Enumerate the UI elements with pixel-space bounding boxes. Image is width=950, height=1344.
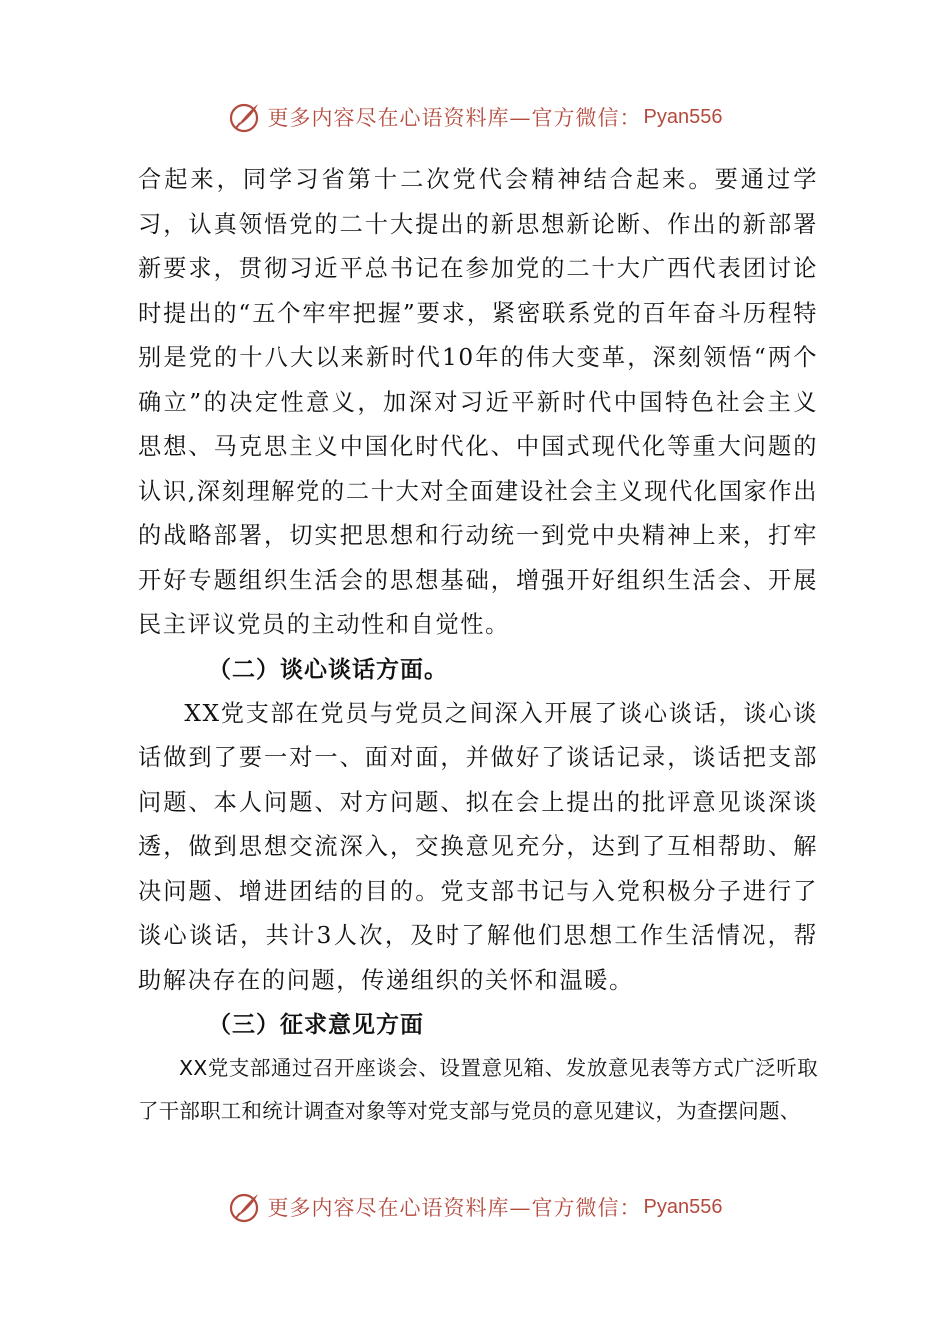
banner-wechat-id: Pyan556 xyxy=(643,1195,723,1218)
quill-logo-icon xyxy=(228,1190,262,1224)
banner-wechat-id: Pyan556 xyxy=(643,105,723,128)
section-heading-talks: （二）谈心谈话方面。 xyxy=(208,656,448,683)
section-heading-opinions: （三）征求意见方面 xyxy=(208,1012,424,1038)
document-body xyxy=(138,158,818,1133)
paragraph-study: 合起来，同学习省第十二次党代会精神结合起来。要通过学习，认真领悟党的二十大提出的新思想新论断、作出的新部署新要求，贯彻习近平总书记在参加党的二十大广西代表团讨论时提出的“五个牢牢把握”要求，紧密联系党的百年奋斗历程特别是党的十八大以来新时代10年的伟大变革，深刻领悟“两个确立”的决定性意义，加深对习近平新时代中国特色社会主义思想、马克思主义中国化时代化、中国式现代化等重大问题的认识,深刻理解党的二十大对全面建设社会主义现代化国家作出的战略部署，切实把思想和行动统一到党中央精神上来，打牢开好专题组织生活会的思想基础，增强开好组织生活会、开展民主评议党员的主动性和自觉性。 xyxy=(138,166,818,638)
quill-logo-icon xyxy=(228,100,262,134)
banner-text: 更多内容尽在心语资料库—官方微信： xyxy=(267,1196,642,1220)
banner-text: 更多内容尽在心语资料库—官方微信： xyxy=(267,106,642,130)
footer-banner xyxy=(0,1187,950,1227)
header-banner xyxy=(0,97,950,137)
paragraph-opinions: XX党支部通过召开座谈会、设置意见箱、发放意见表等方式广泛听取了干部职工和统计调查对象等对党支部与党员的意见建议，为查摆问题、 xyxy=(138,1056,818,1123)
paragraph-talks: XX党支部在党员与党员之间深入开展了谈心谈话，谈心谈话做到了要一对一、面对面，并做好了谈话记录，谈话把支部问题、本人问题、对方问题、拟在会上提出的批评意见谈深谈透，做到思想交流深入，交换意见充分，达到了互相帮助、解决问题、增进团结的目的。党支部书记与入党积极分子进行了谈心谈话，共计3人次，及时了解他们思想工作生活情况，帮助解决存在的问题，传递组织的关怀和温暖。 xyxy=(138,699,818,994)
